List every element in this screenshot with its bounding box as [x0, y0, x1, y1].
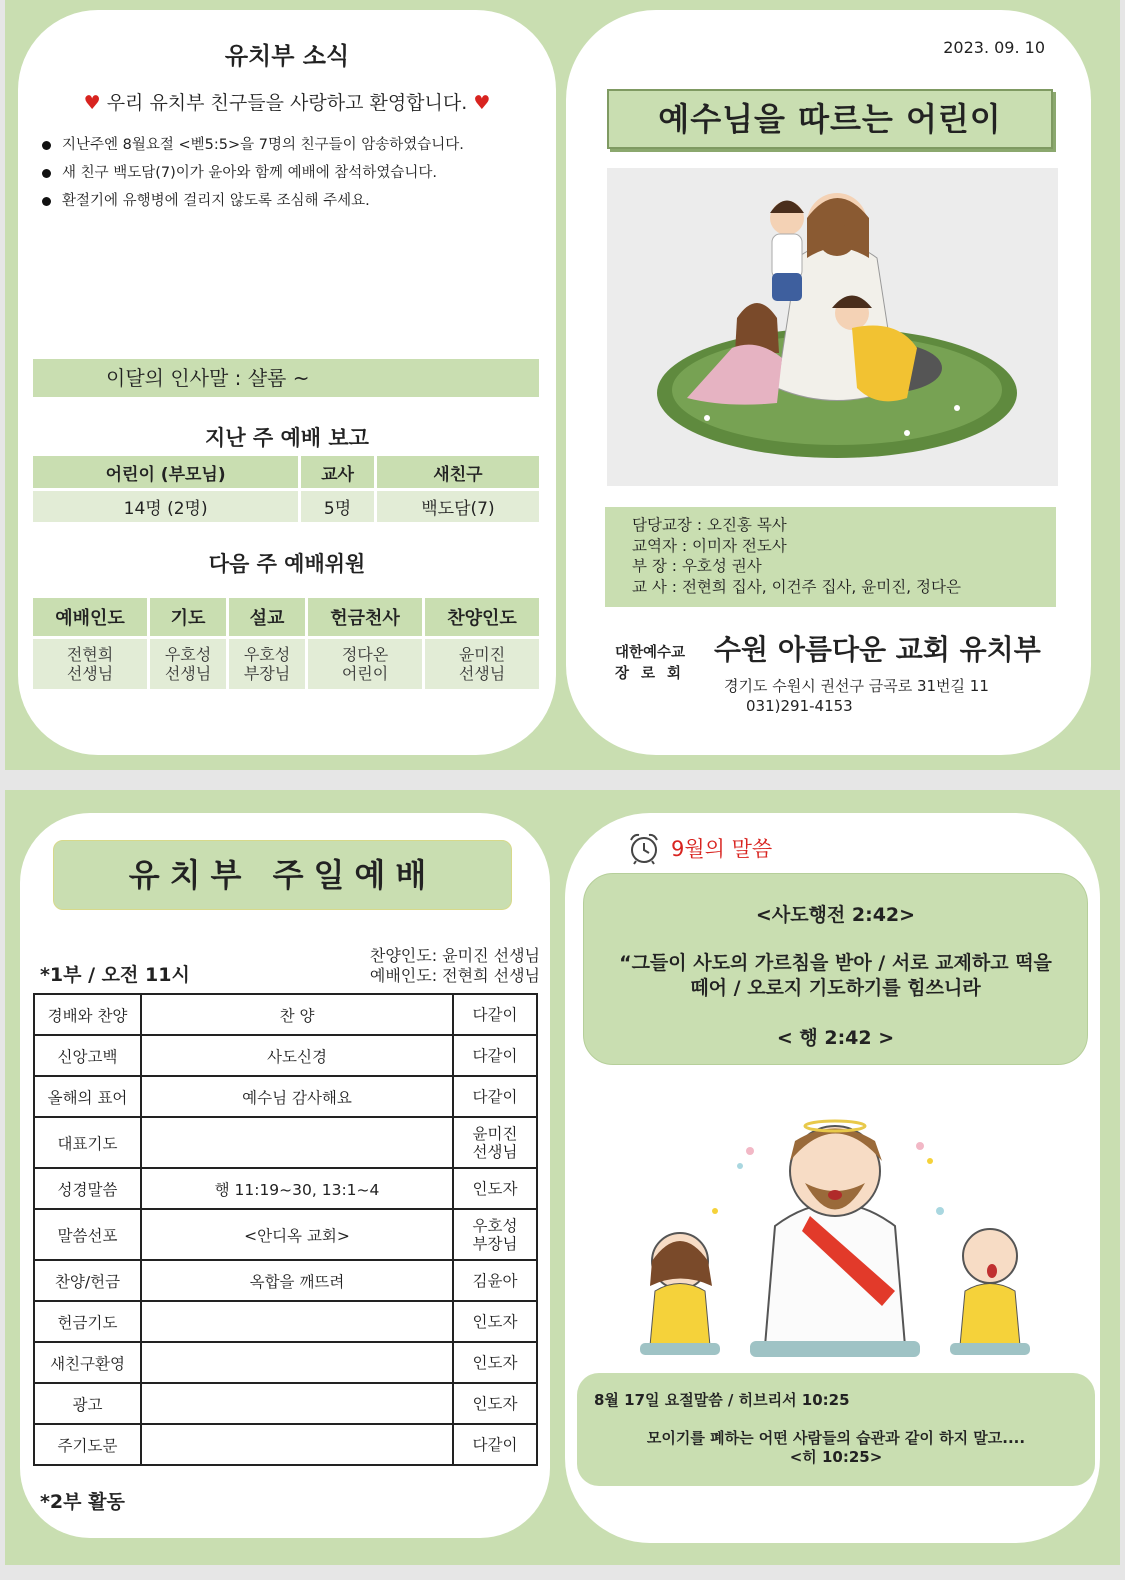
list-item [40, 192, 540, 210]
news-text: 새 친구 백도담(7)이가 윤아와 함께 예배에 참석하였습니다. [62, 165, 437, 181]
memory-verse-text: 모이기를 폐하는 어떤 사람들의 습관과 같이 하지 말고.... [646, 1429, 1026, 1447]
table-row [34, 1260, 537, 1301]
memory-verse-citation: <히 10:25> [789, 1448, 883, 1466]
person-name: 우호성 [164, 645, 212, 664]
order-content-cell [141, 1383, 453, 1424]
heart-icon: ♥ [473, 92, 491, 114]
order-content-cell: 찬 양 [141, 994, 453, 1035]
person-name: 우호성 [243, 645, 291, 664]
order-content-cell: 사도신경 [141, 1035, 453, 1076]
table-header-row [33, 456, 539, 488]
news-panel [18, 10, 556, 755]
next-week-table [30, 595, 542, 692]
order-by-cell: 다같이 [453, 994, 537, 1035]
order-by-cell: 인도자 [453, 1168, 537, 1209]
order-item-cell: 주기도문 [34, 1424, 141, 1465]
table-cell: 백도담(7) [377, 491, 539, 522]
address-text: 경기도 수원시 권선구 금곡로 31번길 11 [724, 677, 989, 695]
table-row [34, 994, 537, 1035]
heart-icon: ♥ [83, 92, 101, 114]
order-by-cell: 우호성 부장님 [453, 1209, 537, 1260]
news-title: 유치부 소식 [224, 42, 350, 70]
order-content-cell: <안디옥 교회> [141, 1209, 453, 1260]
table-row [34, 1301, 537, 1342]
order-item-cell: 찬양/헌금 [34, 1260, 141, 1301]
column-header: 기도 [150, 598, 226, 636]
bullet-icon [42, 197, 51, 206]
worship-leader: 예배인도: 전현희 선생님 [369, 966, 540, 985]
welcome-text: 우리 유치부 친구들을 사랑하고 환영합니다. [106, 92, 468, 114]
bullet-icon [42, 169, 51, 178]
verse-line: “그들이 사도의 가르침을 받아 / 서로 교제하고 떡을 [619, 952, 1052, 974]
table-cell: 14명 (2명) [33, 491, 298, 522]
column-header: 예배인도 [33, 598, 147, 636]
order-item-cell: 경배와 찬양 [34, 994, 141, 1035]
table-row [34, 1424, 537, 1465]
part1-label: *1부 / 오전 11시 [40, 964, 190, 986]
person-name: 정다온 [341, 645, 389, 664]
monthly-greeting: 이달의 인사말 : 샬롬 ~ [33, 359, 539, 397]
staff-line: 담당교장 : 오진홍 목사 [632, 516, 787, 534]
order-item-cell: 성경말씀 [34, 1168, 141, 1209]
monthly-verse-box [583, 873, 1088, 1065]
verse-panel [565, 813, 1100, 1543]
order-by-cell: 인도자 [453, 1342, 537, 1383]
alarm-clock-icon [627, 831, 661, 865]
order-item-cell: 헌금기도 [34, 1301, 141, 1342]
order-by-cell: 인도자 [453, 1301, 537, 1342]
next-week-title: 다음 주 예배위원 [208, 552, 366, 576]
order-by-cell: 다같이 [453, 1035, 537, 1076]
table-cell [425, 639, 539, 689]
column-header: 어린이 (부모님) [33, 456, 298, 488]
order-content-cell: 예수님 감사해요 [141, 1076, 453, 1117]
table-row [33, 639, 539, 689]
table-row [34, 1076, 537, 1117]
order-item-cell: 대표기도 [34, 1117, 141, 1168]
staff-box [605, 507, 1056, 607]
column-header: 찬양인도 [425, 598, 539, 636]
worship-title: 유치부 주일예배 [53, 840, 512, 910]
inner-sheet [5, 790, 1120, 1565]
table-row [33, 491, 539, 522]
jesus-with-children-illustration [607, 168, 1058, 486]
order-content-cell [141, 1342, 453, 1383]
order-by-cell: 다같이 [453, 1076, 537, 1117]
order-content-cell: 행 11:19~30, 13:1~4 [141, 1168, 453, 1209]
leaders-info [370, 946, 540, 986]
column-header: 헌금천사 [308, 598, 422, 636]
order-by-cell: 윤미진 선생님 [453, 1117, 537, 1168]
denomination-line: 대한예수교 [615, 645, 686, 661]
column-header: 설교 [229, 598, 305, 636]
news-text: 환절기에 유행병에 걸리지 않도록 조심해 주세요. [62, 193, 370, 209]
person-role: 선생님 [458, 664, 506, 683]
verse-heading-text: 9월의 말씀 [671, 837, 773, 861]
church-name: 수원 아름다운 교회 유치부 [714, 633, 1041, 666]
worship-order-table [33, 993, 538, 1466]
part2-label: *2부 활동 [40, 1491, 125, 1513]
news-text: 지난주엔 8월요절 <벧5:5>을 7명의 친구들이 암송하였습니다. [62, 137, 464, 153]
order-item-cell: 올해의 표어 [34, 1076, 141, 1117]
table-cell [308, 639, 422, 689]
table-cell [33, 639, 147, 689]
memory-verse-box [577, 1373, 1095, 1486]
phone-number: 031)291-4153 [746, 697, 853, 715]
verse-text [584, 951, 1087, 1001]
memory-verse-body [577, 1429, 1095, 1467]
table-row [34, 1117, 537, 1168]
praying-jesus-illustration [620, 1111, 1060, 1371]
table-cell [150, 639, 226, 689]
order-content-cell: 옥합을 깨뜨려 [141, 1260, 453, 1301]
verse-citation: < 행 2:42 > [776, 1027, 895, 1049]
order-item-cell: 광고 [34, 1383, 141, 1424]
cover-banner: 예수님을 따르는 어린이 [607, 89, 1053, 149]
table-row [34, 1342, 537, 1383]
order-content-cell [141, 1301, 453, 1342]
order-item-cell: 신앙고백 [34, 1035, 141, 1076]
order-by-cell: 김윤아 [453, 1260, 537, 1301]
verse-line: 떼어 / 오로지 기도하기를 힘쓰니라 [690, 977, 981, 999]
person-role: 선생님 [164, 664, 212, 683]
list-item [40, 136, 540, 154]
news-list [40, 136, 540, 220]
person-role: 부장님 [243, 664, 291, 683]
table-row [34, 1209, 537, 1260]
worship-order-panel [20, 813, 550, 1538]
order-by-cell: 인도자 [453, 1383, 537, 1424]
denomination [615, 643, 693, 685]
column-header: 교사 [301, 456, 374, 488]
denomination-line: 장로회 [615, 666, 694, 682]
order-by-cell: 다같이 [453, 1424, 537, 1465]
report-title: 지난 주 예배 보고 [205, 426, 369, 450]
memory-verse-heading: 8월 17일 요절말씀 / 히브리서 10:25 [594, 1391, 850, 1409]
staff-line: 교 사 : 전현희 집사, 이건주 집사, 윤미진, 정다은 [632, 577, 961, 596]
table-header-row [33, 598, 539, 636]
order-content-cell [141, 1424, 453, 1465]
table-cell: 5명 [301, 491, 374, 522]
person-role: 선생님 [66, 664, 114, 683]
verse-heading [627, 831, 772, 865]
staff-line: 부 장 : 우호성 권사 [632, 557, 762, 575]
report-table [30, 453, 542, 525]
order-item-cell: 말씀선포 [34, 1209, 141, 1260]
person-role: 어린이 [341, 664, 389, 683]
cover-panel [566, 10, 1091, 755]
praise-leader: 찬양인도: 윤미진 선생님 [369, 946, 540, 965]
bullet-icon [42, 141, 51, 150]
column-header: 새친구 [377, 456, 539, 488]
table-row [34, 1168, 537, 1209]
order-content-cell [141, 1117, 453, 1168]
welcome-line [18, 88, 556, 115]
table-row [34, 1383, 537, 1424]
person-name: 전현희 [66, 645, 114, 664]
church-address [724, 676, 989, 716]
table-cell [229, 639, 305, 689]
front-sheet [5, 0, 1120, 770]
person-name: 윤미진 [458, 645, 506, 664]
verse-reference: <사도행전 2:42> [755, 904, 916, 926]
bulletin-date: 2023. 09. 10 [943, 38, 1045, 57]
staff-line: 교역자 : 이미자 전도사 [632, 536, 787, 555]
list-item [40, 164, 540, 182]
table-row [34, 1035, 537, 1076]
order-item-cell: 새친구환영 [34, 1342, 141, 1383]
